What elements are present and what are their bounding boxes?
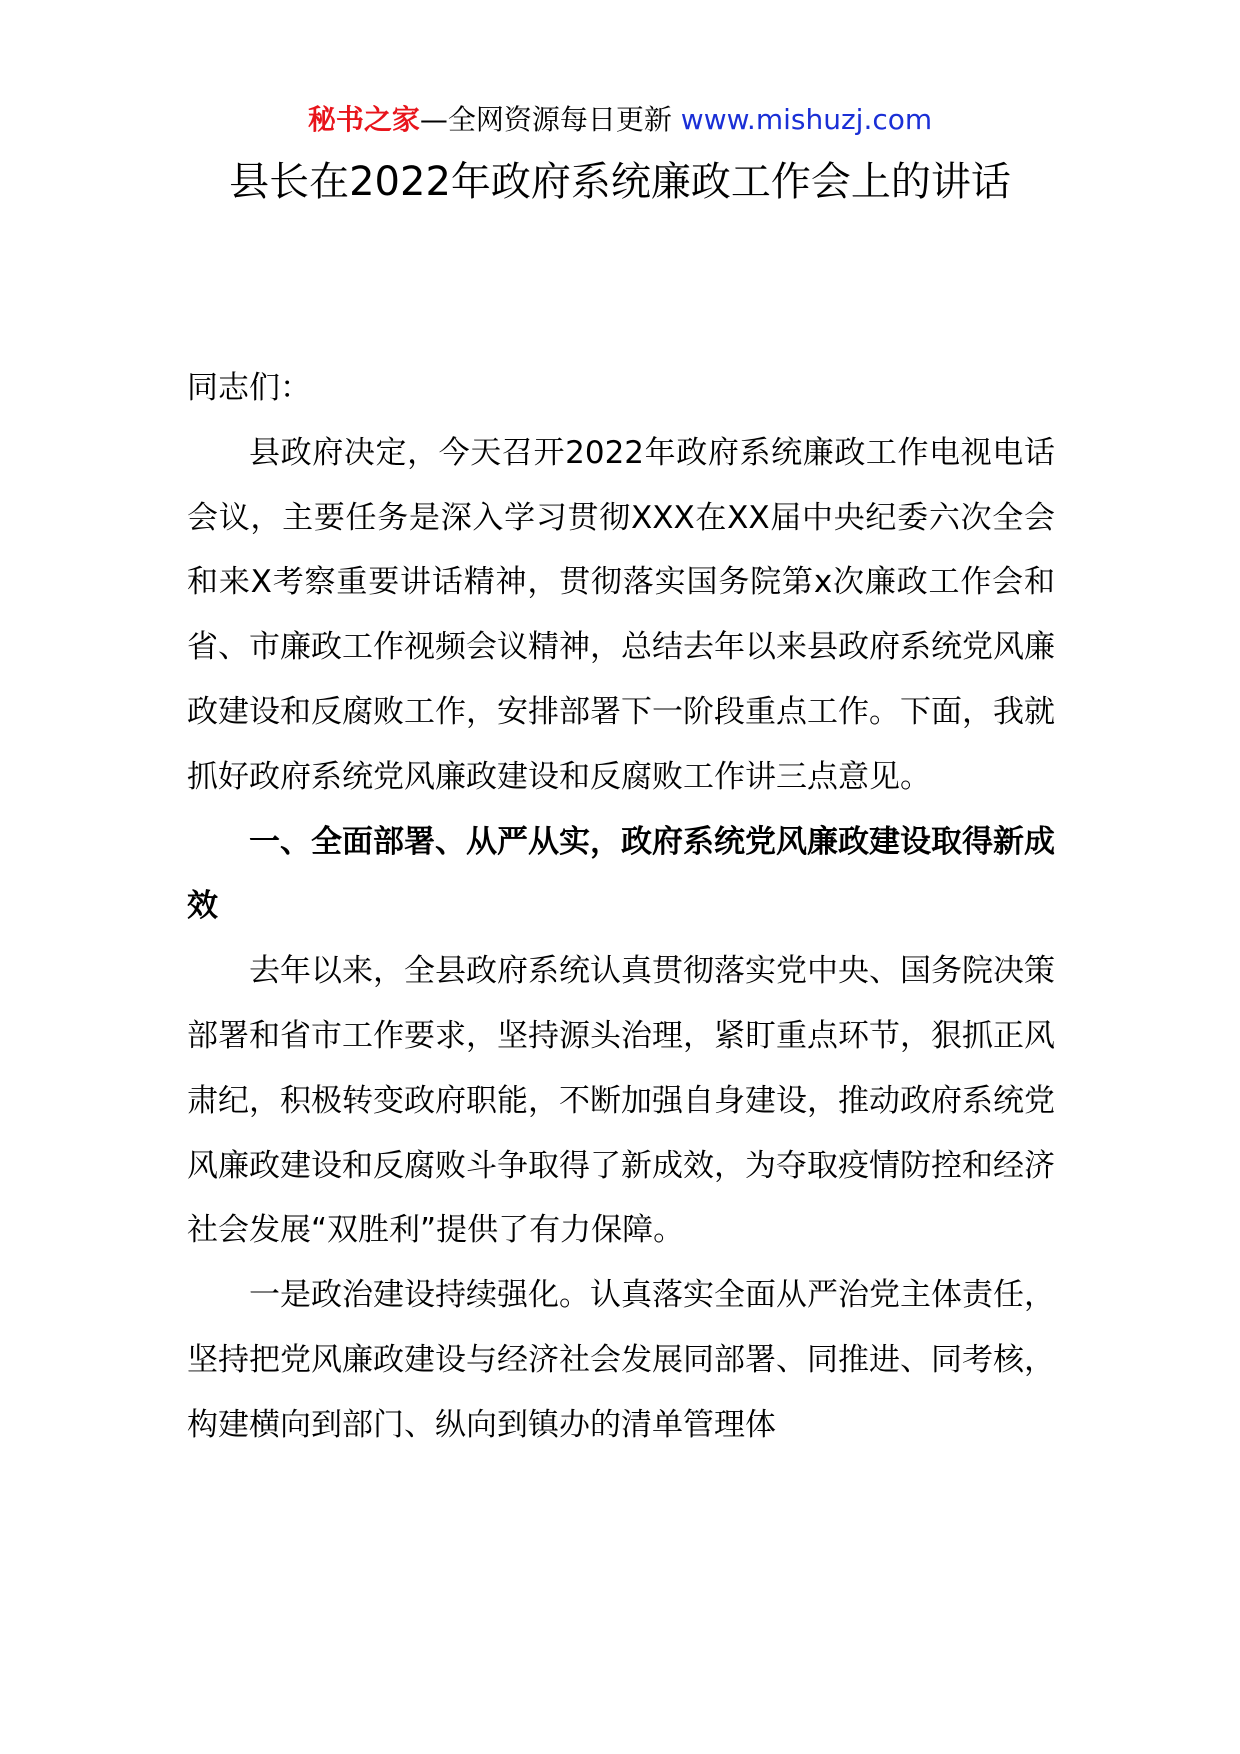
paragraph-summary: 去年以来，全县政府系统认真贯彻落实党中央、国务院决策部署和省市工作要求，坚持源头治理，紧盯重点环节，狠抓正风肃纪，积极转变政府职能，不断加强自身建设，推动政府系统党风廉政建设和反腐败斗争取得了新成效，为夺取疫情防控和经济社会发展“双胜利”提供了有力保障。	[187, 953, 1055, 1249]
brand-name: 秘书之家	[307, 103, 420, 136]
section-heading-1: 一、全面部署、从严从实，政府系统党风廉政建设取得新成效	[187, 823, 1055, 925]
document-body	[187, 356, 1055, 1458]
site-header	[0, 100, 1240, 140]
header-tagline: —全网资源每日更新	[419, 103, 672, 136]
salutation: 同志们：	[187, 370, 311, 406]
site-url-link[interactable]: www.mishuzj.com	[680, 103, 933, 136]
document-title: 县长在2022年政府系统廉政工作会上的讲话	[229, 159, 1011, 205]
paragraph-intro: 县政府决定，今天召开2022年政府系统廉政工作电视电话会议，主要任务是深入学习贯彻XXX在XX届中央纪委六次全会和来X考察重要讲话精神，贯彻落实国务院第x次廉政工作会和省、市廉政工作视频会议精神，总结去年以来县政府系统党风廉政建设和反腐败工作，安排部署下一阶段重点工作。下面，我就抓好政府系统党风廉政建设和反腐败工作讲三点意见。	[187, 434, 1055, 795]
paragraph-point-1: 一是政治建设持续强化。认真落实全面从严治党主体责任，坚持把党风廉政建设与经济社会发展同部署、同推进、同考核，构建横向到部门、纵向到镇办的清单管理体	[187, 1277, 1055, 1443]
